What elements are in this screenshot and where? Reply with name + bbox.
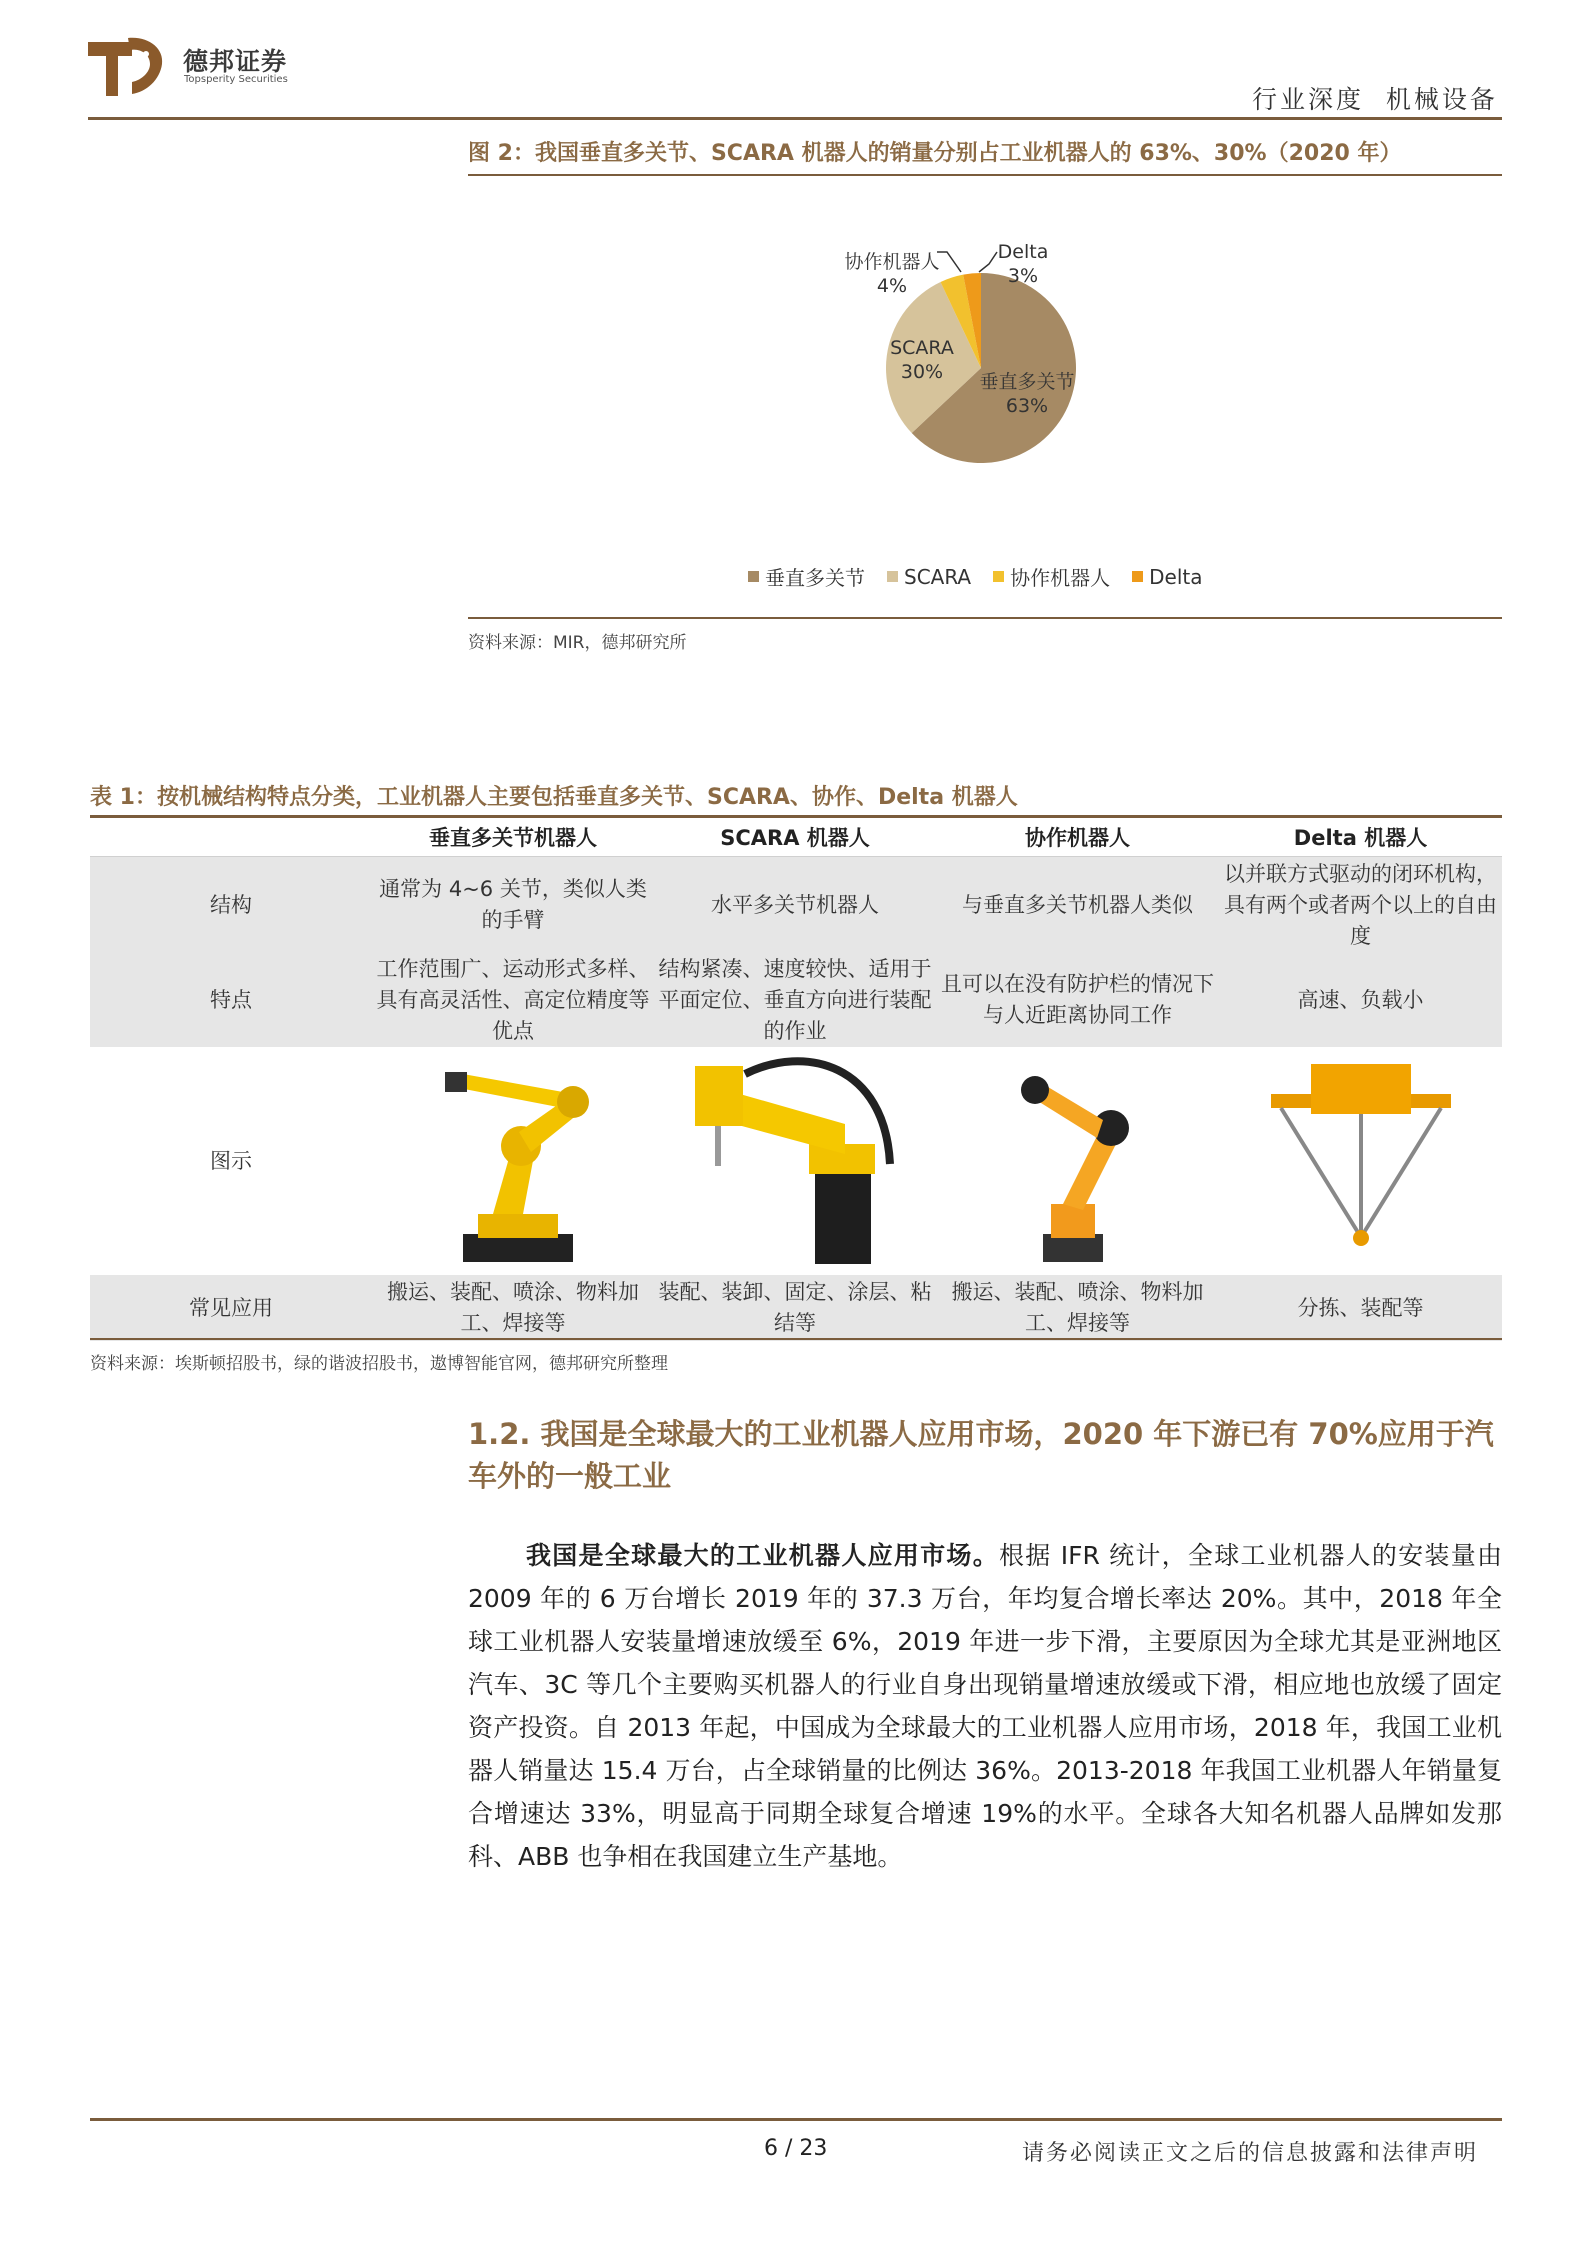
legend-swatch	[993, 571, 1004, 582]
row-label: 图示	[90, 1047, 372, 1275]
paragraph-body: 根据 IFR 统计，全球工业机器人的安装量由 2009 年的 6 万台增长 2019 年的 37.3 万台，年均复合增长率达 20%。其中，2018 年全球工业机器人安装量增速放缓至 6%，2019 年进一步下滑，主要原因为全球尤其是亚洲地区汽车、3C 等几个主要购买机器人的行业自身出现销量增速放缓或下滑，相应地也放缓了固定资产投资。自 2013 年起，中国成为全球最大的工业机器人应用市场，2018 年，我国工业机器人销量达 15.4 万台，占全球销量的比例达 36%。2013-2018 年我国工业机器人年销量复合增速达 33%，明显高于同期全球复合增速 19%的水平。全球各大知名机器人品牌如发那科、ABB 也争相在我国建立生产基地。	[468, 1541, 1502, 1871]
table-row	[90, 1047, 1502, 1275]
table-cell: 工作范围广、运动形式多样、具有高灵活性、高定位精度等优点	[372, 953, 654, 1047]
table-cell: 搬运、装配、喷涂、物料加工、焊接等	[372, 1275, 654, 1341]
slice-name-label: SCARA	[890, 337, 954, 359]
footer-divider	[90, 2118, 1502, 2121]
table-cell: 结构紧凑、速度较快、适用于平面定位、垂直方向进行装配的作业	[654, 953, 936, 1047]
table-row	[90, 857, 1502, 954]
table-cell: 装配、装卸、固定、涂层、粘结等	[654, 1275, 936, 1341]
figure-title: 图 2：我国垂直多关节、SCARA 机器人的销量分别占工业机器人的 63%、30%（2020 年）	[468, 141, 1402, 166]
table-row	[90, 1275, 1502, 1341]
legend-swatch	[887, 571, 898, 582]
scara-robot-image	[654, 1047, 936, 1275]
collaborative-robot-image	[936, 1047, 1219, 1275]
row-label: 结构	[90, 857, 372, 954]
header-report-info	[1252, 80, 1498, 116]
table-cell: 搬运、装配、喷涂、物料加工、焊接等	[936, 1275, 1219, 1341]
legend-label: 垂直多关节	[765, 566, 865, 590]
legend-swatch	[748, 571, 759, 582]
legend-item	[1132, 562, 1202, 591]
legend-item	[748, 562, 865, 591]
legend-swatch	[1132, 571, 1143, 582]
legend-label: SCARA	[904, 564, 972, 589]
legend-label: Delta	[1149, 564, 1203, 589]
table-header-cell: SCARA 机器人	[654, 818, 936, 857]
vertical-robot-image	[372, 1047, 654, 1275]
slice-value-label: 3%	[1007, 265, 1039, 287]
paragraph-lead: 我国是全球最大的工业机器人应用市场。	[526, 1541, 999, 1570]
table-cell: 且可以在没有防护栏的情况下与人近距离协同工作	[936, 953, 1219, 1047]
company-logo-icon	[88, 34, 168, 104]
slice-name-label: 垂直多关节	[979, 371, 1075, 393]
company-name-en: Topsperity Securities	[184, 74, 288, 85]
company-name-cn: 德邦证券	[183, 47, 288, 76]
legend-item	[993, 562, 1110, 591]
row-label: 特点	[90, 953, 372, 1047]
table-header-cell: 协作机器人	[936, 818, 1219, 857]
table-header-cell: Delta 机器人	[1219, 818, 1502, 857]
table-header-cell: 垂直多关节机器人	[372, 818, 654, 857]
table-cell: 以并联方式驱动的闭环机构，具有两个或者两个以上的自由度	[1219, 857, 1502, 954]
table-bottom-rule	[90, 1338, 1502, 1340]
table-header-cell	[90, 818, 372, 857]
pie-chart	[468, 176, 1502, 616]
table-cell: 高速、负载小	[1219, 953, 1502, 1047]
header-divider	[88, 117, 1502, 120]
table-cell: 水平多关节机器人	[654, 857, 936, 954]
page-number: 6 / 23	[764, 2136, 828, 2161]
table-cell: 分拣、装配等	[1219, 1275, 1502, 1341]
slice-value-label: 63%	[1005, 395, 1049, 417]
row-label: 常见应用	[90, 1275, 372, 1341]
slice-value-label: 4%	[876, 275, 908, 297]
robot-classification-table	[90, 818, 1502, 1341]
table-title: 表 1：按机械结构特点分类，工业机器人主要包括垂直多关节、SCARA、协作、Delta 机器人	[90, 785, 1018, 810]
report-type: 行业深度	[1252, 85, 1365, 114]
table-row	[90, 953, 1502, 1047]
industry-name: 机械设备	[1385, 85, 1498, 114]
slice-name-label: Delta	[997, 241, 1049, 263]
leader-line	[979, 252, 997, 272]
legend-label: 协作机器人	[1010, 566, 1111, 590]
table-source: 资料来源：埃斯顿招股书，绿的谐波招股书，遨博智能官网，德邦研究所整理	[90, 1354, 668, 1374]
figure-bottom-rule	[468, 617, 1502, 619]
chart-legend	[748, 562, 1202, 591]
body-paragraph	[468, 1534, 1502, 1878]
slice-name-label: 协作机器人	[844, 251, 940, 273]
table-cell: 与垂直多关节机器人类似	[936, 857, 1219, 954]
slice-value-label: 30%	[900, 361, 944, 383]
figure-source: 资料来源：MIR，德邦研究所	[468, 633, 687, 653]
delta-robot-image	[1219, 1047, 1502, 1275]
section-heading: 1.2. 我国是全球最大的工业机器人应用市场，2020 年下游已有 70%应用于汽车外的一般工业	[468, 1417, 1494, 1493]
table-header-row	[90, 818, 1502, 857]
leader-line	[937, 252, 961, 272]
legend-item	[887, 562, 971, 591]
table-cell: 通常为 4~6 关节，类似人类的手臂	[372, 857, 654, 954]
footer-disclaimer: 请务必阅读正文之后的信息披露和法律声明	[1022, 2141, 1479, 2166]
